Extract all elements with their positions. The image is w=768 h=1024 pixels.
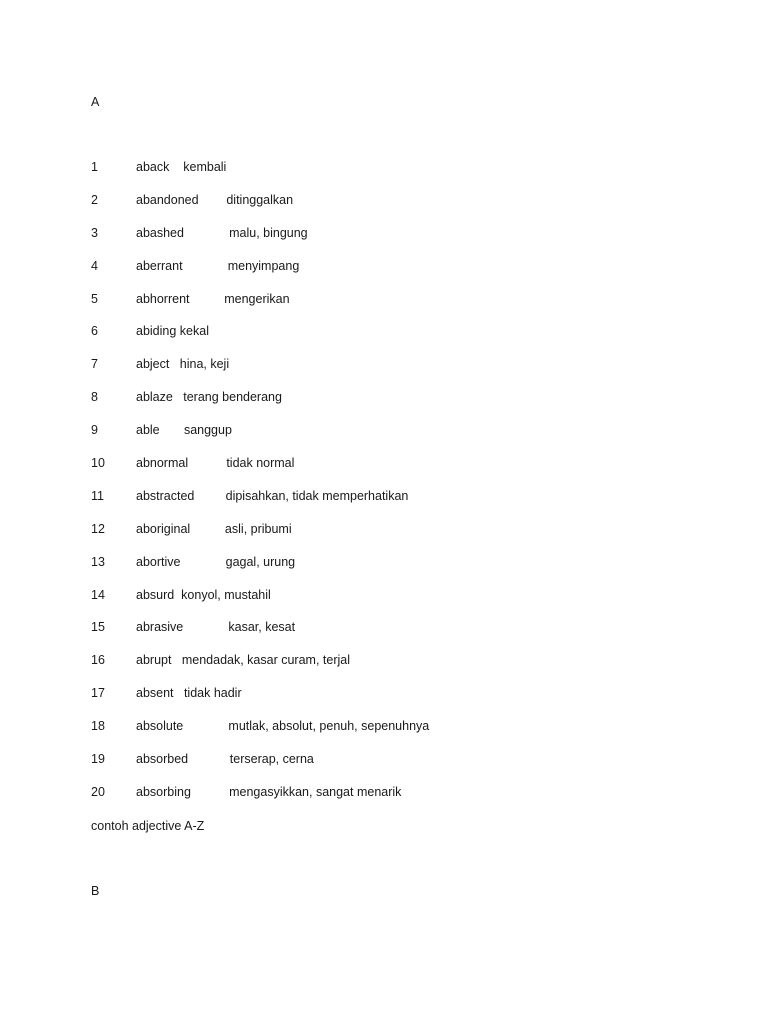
entry-number: 4 bbox=[91, 258, 98, 273]
entry-number: 17 bbox=[91, 686, 105, 701]
entry-number: 6 bbox=[91, 324, 98, 339]
section-heading-b: B bbox=[91, 884, 100, 898]
list-item bbox=[91, 751, 691, 784]
entry-number: 19 bbox=[91, 752, 105, 767]
entry-text: aboriginal asli, pribumi bbox=[136, 521, 292, 536]
entry-number: 14 bbox=[91, 587, 105, 602]
list-item bbox=[91, 225, 691, 258]
entry-number: 20 bbox=[91, 784, 105, 799]
entry-text: abiding kekal bbox=[136, 324, 209, 339]
footer-caption: contoh adjective A-Z bbox=[91, 819, 205, 833]
entry-text: abnormal tidak normal bbox=[136, 456, 295, 471]
entry-text: absolute mutlak, absolut, penuh, sepenuhnya bbox=[136, 719, 430, 734]
entry-number: 11 bbox=[91, 488, 104, 503]
entry-number: 1 bbox=[91, 160, 98, 174]
entry-text: abstracted dipisahkan, tidak memperhatikan bbox=[136, 488, 409, 503]
list-item bbox=[91, 422, 691, 455]
list-item bbox=[91, 652, 691, 685]
list-item bbox=[91, 521, 691, 554]
list-item bbox=[91, 718, 691, 751]
entry-text: abashed malu, bingung bbox=[136, 225, 308, 240]
list-item bbox=[91, 587, 691, 620]
list-item bbox=[91, 323, 691, 356]
entry-number: 8 bbox=[91, 390, 98, 405]
list-item bbox=[91, 685, 691, 718]
entry-text: absent tidak hadir bbox=[136, 686, 242, 701]
vocabulary-list bbox=[91, 159, 691, 817]
entry-text: absorbed terserap, cerna bbox=[136, 752, 314, 767]
list-item bbox=[91, 356, 691, 389]
entry-text: abject hina, keji bbox=[136, 357, 230, 372]
entry-text: abrupt mendadak, kasar curam, terjal bbox=[136, 653, 350, 668]
list-item bbox=[91, 159, 691, 192]
entry-text: absurd konyol, mustahil bbox=[136, 587, 271, 602]
section-heading-a: A bbox=[91, 95, 100, 109]
list-item bbox=[91, 389, 691, 422]
list-item bbox=[91, 291, 691, 324]
list-item bbox=[91, 258, 691, 291]
entry-number: 12 bbox=[91, 521, 105, 536]
entry-text: able sanggup bbox=[136, 423, 232, 438]
entry-number: 16 bbox=[91, 653, 105, 668]
entry-number: 2 bbox=[91, 192, 98, 207]
entry-text: abrasive kasar, kesat bbox=[136, 620, 296, 635]
entry-number: 18 bbox=[91, 719, 105, 734]
entry-text: aberrant menyimpang bbox=[136, 258, 300, 273]
entry-text: abhorrent mengerikan bbox=[136, 291, 290, 306]
list-item bbox=[91, 619, 691, 652]
entry-number: 15 bbox=[91, 620, 105, 635]
entry-number: 3 bbox=[91, 225, 98, 240]
entry-number: 13 bbox=[91, 554, 105, 569]
entry-text: aback kembali bbox=[136, 160, 227, 174]
entry-number: 5 bbox=[91, 291, 98, 306]
list-item bbox=[91, 488, 691, 521]
list-item bbox=[91, 192, 691, 225]
entry-number: 9 bbox=[91, 423, 98, 438]
entry-text: absorbing mengasyikkan, sangat menarik bbox=[136, 784, 402, 799]
entry-text: ablaze terang benderang bbox=[136, 390, 282, 405]
entry-text: abortive gagal, urung bbox=[136, 554, 296, 569]
entry-number: 10 bbox=[91, 456, 105, 471]
list-item bbox=[91, 784, 691, 817]
entry-number: 7 bbox=[91, 357, 98, 372]
entry-text: abandoned ditinggalkan bbox=[136, 192, 294, 207]
list-item bbox=[91, 455, 691, 488]
list-item bbox=[91, 554, 691, 587]
